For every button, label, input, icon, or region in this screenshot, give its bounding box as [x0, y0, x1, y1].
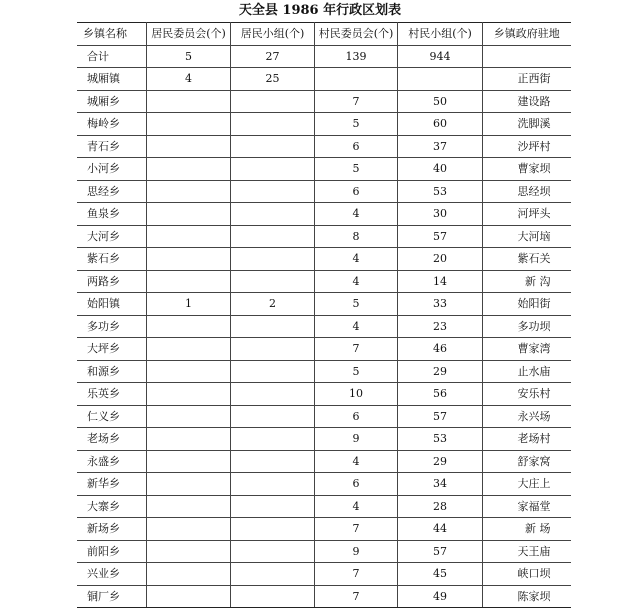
cell-village-groups: 14: [398, 270, 483, 293]
header-township-name: 乡镇名称: [77, 23, 147, 46]
cell-village-committees: 4: [315, 315, 398, 338]
cell-village-committees: 5: [315, 158, 398, 181]
cell-village-groups: 30: [398, 203, 483, 226]
cell-government-seat: 始阳街: [483, 293, 571, 316]
table-row: [77, 315, 571, 338]
cell-village-committees: 6: [315, 405, 398, 428]
cell-township-name: 鱼泉乡: [77, 203, 147, 226]
cell-resident-committees: 4: [147, 68, 231, 91]
cell-government-seat: 河坪头: [483, 203, 571, 226]
cell-village-committees: 7: [315, 563, 398, 586]
cell-resident-committees: [147, 90, 231, 113]
cell-township-name: 始阳镇: [77, 293, 147, 316]
table-row: [77, 360, 571, 383]
cell-resident-committees: [147, 360, 231, 383]
cell-village-groups: 57: [398, 405, 483, 428]
cell-village-committees: 4: [315, 450, 398, 473]
table-row: [77, 473, 571, 496]
header-village-committees: 村民委员会(个): [315, 23, 398, 46]
cell-township-name: 大河乡: [77, 225, 147, 248]
cell-government-seat: 建设路: [483, 90, 571, 113]
cell-resident-groups: [231, 248, 315, 271]
table-title: 天全县 1986 年行政区划表: [238, 3, 402, 18]
cell-village-committees: 7: [315, 518, 398, 541]
table-row: [77, 383, 571, 406]
cell-village-groups: 53: [398, 180, 483, 203]
cell-village-committees: 6: [315, 180, 398, 203]
cell-resident-committees: [147, 495, 231, 518]
cell-township-name: 新华乡: [77, 473, 147, 496]
table-row: [77, 270, 571, 293]
cell-township-name: 前阳乡: [77, 540, 147, 563]
cell-township-name: 紫石乡: [77, 248, 147, 271]
cell-village-groups: 33: [398, 293, 483, 316]
cell-village-groups: 29: [398, 360, 483, 383]
cell-resident-committees: [147, 180, 231, 203]
cell-resident-groups: 25: [231, 68, 315, 91]
cell-resident-groups: 27: [231, 45, 315, 68]
cell-resident-committees: [147, 540, 231, 563]
cell-government-seat: 老场村: [483, 428, 571, 451]
table-row: [77, 203, 571, 226]
cell-resident-groups: [231, 540, 315, 563]
cell-village-groups: 944: [398, 45, 483, 68]
cell-government-seat: 沙坪村: [483, 135, 571, 158]
cell-resident-groups: [231, 518, 315, 541]
cell-government-seat: 多功坝: [483, 315, 571, 338]
cell-resident-groups: [231, 315, 315, 338]
cell-resident-groups: [231, 405, 315, 428]
cell-government-seat: 新 沟: [483, 270, 571, 293]
cell-government-seat: 大河垴: [483, 225, 571, 248]
cell-resident-committees: [147, 113, 231, 136]
cell-resident-groups: [231, 270, 315, 293]
cell-resident-committees: [147, 563, 231, 586]
cell-village-groups: 56: [398, 383, 483, 406]
table-row: [77, 338, 571, 361]
cell-village-committees: 5: [315, 293, 398, 316]
cell-township-name: 仁义乡: [77, 405, 147, 428]
cell-township-name: 梅岭乡: [77, 113, 147, 136]
cell-resident-committees: [147, 473, 231, 496]
cell-government-seat: 陈家坝: [483, 585, 571, 608]
table-row: [77, 293, 571, 316]
cell-government-seat: 天王庙: [483, 540, 571, 563]
cell-village-groups: 28: [398, 495, 483, 518]
cell-resident-committees: [147, 225, 231, 248]
table-row: [77, 563, 571, 586]
table-row: [77, 158, 571, 181]
cell-village-committees: 8: [315, 225, 398, 248]
cell-government-seat: 洗脚溪: [483, 113, 571, 136]
cell-village-committees: 4: [315, 248, 398, 271]
cell-village-groups: 40: [398, 158, 483, 181]
cell-resident-groups: 2: [231, 293, 315, 316]
cell-village-groups: 29: [398, 450, 483, 473]
cell-village-groups: 44: [398, 518, 483, 541]
cell-resident-committees: [147, 315, 231, 338]
cell-village-groups: 50: [398, 90, 483, 113]
table-row: [77, 248, 571, 271]
cell-resident-groups: [231, 158, 315, 181]
cell-government-seat: 峡口坝: [483, 563, 571, 586]
cell-resident-committees: [147, 270, 231, 293]
table-row: [77, 135, 571, 158]
table-row: [77, 405, 571, 428]
cell-resident-committees: [147, 338, 231, 361]
cell-township-name: 大坪乡: [77, 338, 147, 361]
cell-resident-committees: [147, 405, 231, 428]
cell-village-committees: 6: [315, 473, 398, 496]
cell-government-seat: 思经坝: [483, 180, 571, 203]
cell-village-groups: 23: [398, 315, 483, 338]
cell-township-name: 永盛乡: [77, 450, 147, 473]
cell-resident-committees: 1: [147, 293, 231, 316]
cell-village-committees: 7: [315, 338, 398, 361]
cell-village-groups: 49: [398, 585, 483, 608]
cell-government-seat: 舒家窝: [483, 450, 571, 473]
cell-government-seat: 曹家坝: [483, 158, 571, 181]
cell-village-committees: 10: [315, 383, 398, 406]
cell-government-seat: 曹家湾: [483, 338, 571, 361]
cell-township-name: 老场乡: [77, 428, 147, 451]
cell-village-committees: 9: [315, 428, 398, 451]
cell-resident-committees: [147, 383, 231, 406]
cell-township-name: 和源乡: [77, 360, 147, 383]
cell-township-name: 城厢乡: [77, 90, 147, 113]
cell-township-name: 乐英乡: [77, 383, 147, 406]
cell-resident-groups: [231, 563, 315, 586]
table-row: [77, 225, 571, 248]
cell-village-committees: 139: [315, 45, 398, 68]
cell-resident-groups: [231, 495, 315, 518]
cell-village-groups: 57: [398, 225, 483, 248]
table-row: [77, 495, 571, 518]
cell-village-groups: 34: [398, 473, 483, 496]
cell-government-seat: 永兴场: [483, 405, 571, 428]
header-village-groups: 村民小组(个): [398, 23, 483, 46]
cell-resident-committees: [147, 135, 231, 158]
cell-resident-groups: [231, 450, 315, 473]
table-row: [77, 585, 571, 608]
cell-village-committees: 4: [315, 203, 398, 226]
table-row: [77, 540, 571, 563]
cell-government-seat: 正西街: [483, 68, 571, 91]
cell-village-committees: 4: [315, 495, 398, 518]
cell-village-groups: 20: [398, 248, 483, 271]
cell-resident-committees: [147, 585, 231, 608]
admin-division-table: [77, 22, 571, 608]
cell-resident-groups: [231, 90, 315, 113]
cell-village-committees: 6: [315, 135, 398, 158]
table-row: [77, 180, 571, 203]
table-row: [77, 90, 571, 113]
table-row: [77, 113, 571, 136]
cell-village-committees: 4: [315, 270, 398, 293]
cell-village-groups: 60: [398, 113, 483, 136]
cell-resident-groups: [231, 225, 315, 248]
cell-township-name: 合计: [77, 45, 147, 68]
cell-resident-committees: [147, 518, 231, 541]
cell-village-committees: 7: [315, 585, 398, 608]
cell-township-name: 思经乡: [77, 180, 147, 203]
cell-resident-committees: [147, 158, 231, 181]
cell-government-seat: [483, 45, 571, 68]
cell-township-name: 多功乡: [77, 315, 147, 338]
cell-resident-groups: [231, 338, 315, 361]
cell-government-seat: 安乐村: [483, 383, 571, 406]
cell-township-name: 小河乡: [77, 158, 147, 181]
cell-resident-committees: [147, 203, 231, 226]
cell-village-groups: 53: [398, 428, 483, 451]
cell-resident-committees: [147, 450, 231, 473]
cell-government-seat: 大庄上: [483, 473, 571, 496]
cell-village-groups: 46: [398, 338, 483, 361]
cell-village-committees: 5: [315, 113, 398, 136]
header-resident-committees: 居民委员会(个): [147, 23, 231, 46]
cell-resident-groups: [231, 383, 315, 406]
table-row: [77, 68, 571, 91]
cell-township-name: 城厢镇: [77, 68, 147, 91]
header-row: [77, 23, 571, 46]
cell-village-groups: [398, 68, 483, 91]
cell-resident-groups: [231, 203, 315, 226]
cell-township-name: 两路乡: [77, 270, 147, 293]
table-row: [77, 45, 571, 68]
cell-village-groups: 45: [398, 563, 483, 586]
cell-township-name: 铜厂乡: [77, 585, 147, 608]
cell-resident-groups: [231, 428, 315, 451]
cell-resident-groups: [231, 135, 315, 158]
header-resident-groups: 居民小组(个): [231, 23, 315, 46]
cell-government-seat: 新 场: [483, 518, 571, 541]
table-row: [77, 450, 571, 473]
cell-resident-groups: [231, 473, 315, 496]
cell-resident-committees: [147, 248, 231, 271]
cell-village-committees: 5: [315, 360, 398, 383]
cell-township-name: 青石乡: [77, 135, 147, 158]
header-government-seat: 乡镇政府驻地: [483, 23, 571, 46]
cell-village-groups: 37: [398, 135, 483, 158]
cell-village-committees: 9: [315, 540, 398, 563]
cell-village-groups: 57: [398, 540, 483, 563]
cell-resident-groups: [231, 113, 315, 136]
cell-resident-groups: [231, 360, 315, 383]
cell-township-name: 兴业乡: [77, 563, 147, 586]
cell-village-committees: [315, 68, 398, 91]
table-body: [77, 45, 571, 608]
cell-government-seat: 家福堂: [483, 495, 571, 518]
table-row: [77, 518, 571, 541]
cell-government-seat: 紫石关: [483, 248, 571, 271]
cell-government-seat: 止水庙: [483, 360, 571, 383]
cell-township-name: 大寨乡: [77, 495, 147, 518]
cell-village-committees: 7: [315, 90, 398, 113]
table-row: [77, 428, 571, 451]
cell-resident-committees: 5: [147, 45, 231, 68]
cell-resident-groups: [231, 180, 315, 203]
cell-resident-groups: [231, 585, 315, 608]
cell-resident-committees: [147, 428, 231, 451]
cell-township-name: 新场乡: [77, 518, 147, 541]
